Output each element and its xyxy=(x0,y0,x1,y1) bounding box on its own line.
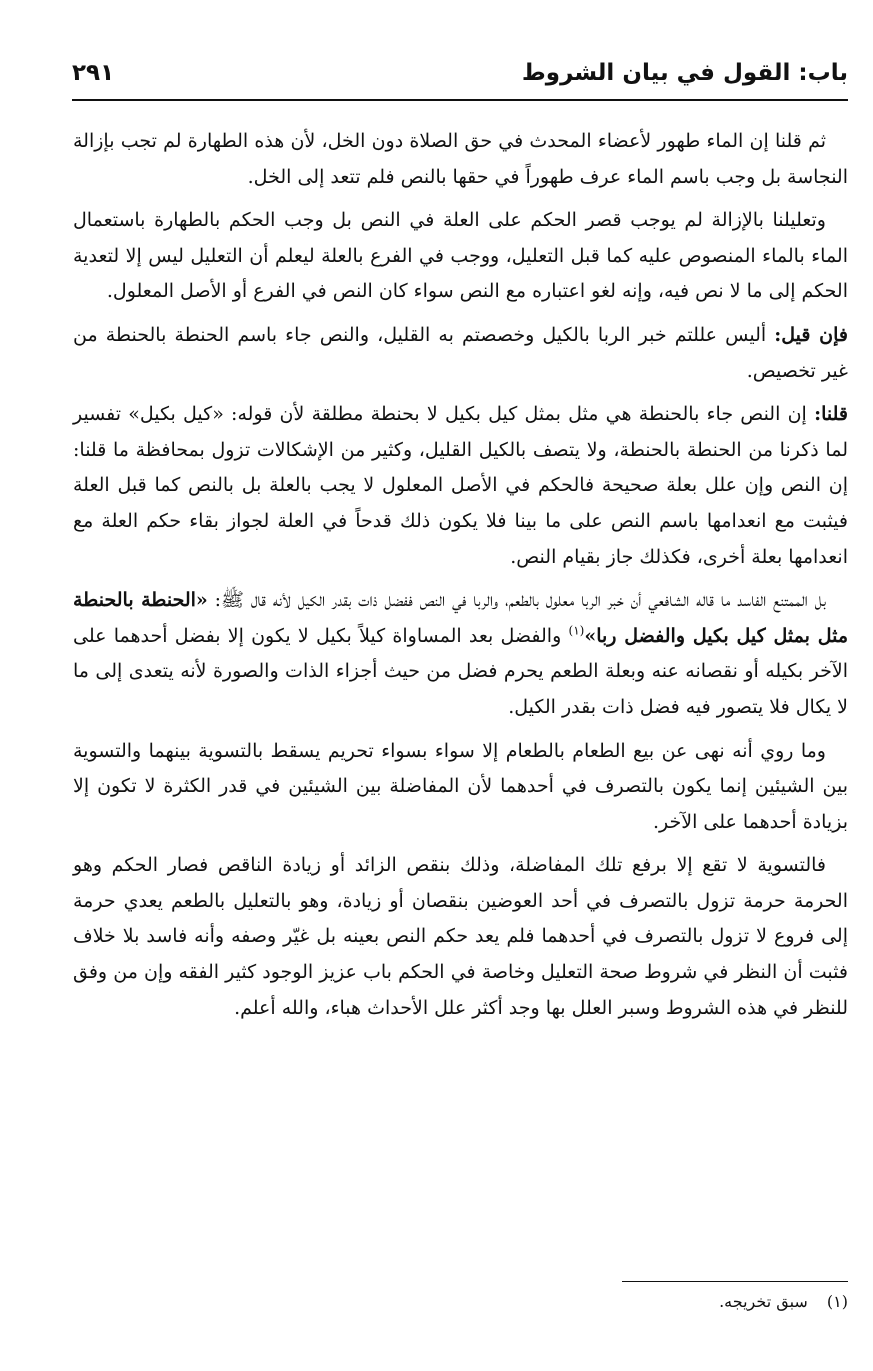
footnote xyxy=(72,1290,848,1314)
paragraph xyxy=(73,734,848,841)
page-number: ٢٩١ xyxy=(72,60,115,86)
reply-lead: قلنا: xyxy=(814,403,848,426)
paragraph-text: بل الممتنع الفاسد ما قاله الشافعي أن خبر الربا معلول بالطعم، والربا في النص ففضل ذات بقدر الكيل لأنه قال ﷺ: xyxy=(214,589,826,612)
footnote-reference[interactable]: (١) xyxy=(568,623,585,638)
paragraph-text: فالتسوية لا تقع إلا برفع تلك المفاضلة، وذلك بنقص الزائد أو زيادة الناقص فصار الحكم وهو الحرمة حرمة تزول بالتصرف في أحد العوضين بنقصان أو زيادة، وهو بالتعليل بالطعم يعدي حرمة إلى فروع لا تزول بالتصرف في أحدهما فلم يعد حكم النص بعينه بل غيّر وصفه وأنه فاسد بلا خلاف فثبت أن النظر في شروط صحة التعليل وخاصة في الحكم باب عزيز الوجود كثير الفقه وإن من وفق للنظر في هذه الشروط وسبر العلل بها وجد أكثر علل الأحداث هباء، والله أعلم. xyxy=(73,854,848,1019)
paragraph xyxy=(73,124,848,195)
paragraph-text: والفضل بعد المساواة كيلاً بكيل لا يكون إلا بفضل أحدهما على الآخر بكيله أو نقصانه عنه وبعلة الطعم يحرم فضل من حيث أجزاء الذات والصورة لأنه يتعدى إلى ما لا يكال فلا يتصور فيه فضل ذات بقدر الكيل. xyxy=(73,624,848,718)
header-divider xyxy=(72,99,848,101)
paragraph-text: ثم قلنا إن الماء طهور لأعضاء المحدث في حق الصلاة دون الخل، لأن هذه الطهارة لم تجب بإزالة النجاسة بل وجب باسم الماء عرف طهوراً في حقها بالنص فلم تتعد إلى الخل. xyxy=(73,130,848,188)
paragraph-objection xyxy=(73,318,848,389)
paragraph-text: وما روي أنه نهى عن بيع الطعام بالطعام إلا سواء بسواء تحريم يسقط بالتسوية بينهما والتسوية بين الشيئين إنما يكون بالتصرف في أحدهما لأن المفاضلة بين الشيئين في قدر الكثرة لا تكون إلا بزيادة أحدهما على الآخر. xyxy=(73,739,848,833)
chapter-title: باب: القول في بيان الشروط xyxy=(521,60,848,86)
paragraph xyxy=(73,203,848,310)
paragraph-text: أليس عللتم خبر الربا بالكيل وخصصتم به القليل، والنص جاء باسم الحنطة بالحنطة من غير تخصيص. xyxy=(73,323,848,382)
objection-lead: فإن قيل: xyxy=(774,323,848,346)
paragraph xyxy=(73,848,848,1026)
main-text xyxy=(73,124,848,1034)
paragraph-text: وتعليلنا بالإزالة لم يوجب قصر الحكم على العلة في النص بل وجب الحكم بالطهارة باستعمال الماء بالماء المنصوص عليه كما قبل التعليل، ووجب في الفرع بالعلة ليعلم أن التعليل ليس إلا لتعدية الحكم إلى ما لا نص فيه، وإنه لغو اعتباره مع النص سواء كان النص في الفرع أو الأصل المعلول. xyxy=(73,209,848,303)
footnote-number: (١) xyxy=(826,1292,848,1311)
hadith-quote: «الحنطة بالحنطة مثل بمثل كيل بكيل والفضل ربا» xyxy=(73,589,849,647)
paragraph-text: إن النص جاء بالحنطة هي مثل بمثل كيل بكيل لا بحنطة مطلقة لأن قوله: «كيل بكيل» تفسير لما ذكرنا من الحنطة بالحنطة، ولا يتصف بالكيل القليل، وكثير من الإشكالات تزول بمحافظة ما قلنا: إن النص وإن علل بعلة صحيحة فالحكم في الأصل المعلول لا يجب بالعلة بل بالنص كما قبل العلة فيثبت مع انعدامها باسم النص على ما بينا فلا يكون ذلك قدحاً في العلة لجواز بقاء حكم العلة مع انعدامها بعلة أخرى، فكذلك جاز بقيام النص. xyxy=(73,403,848,568)
footnote-text: سبق تخريجه. xyxy=(719,1292,808,1311)
paragraph xyxy=(73,583,848,725)
footnote-divider xyxy=(622,1281,848,1282)
page-header xyxy=(72,56,848,96)
paragraph-reply xyxy=(73,397,848,575)
